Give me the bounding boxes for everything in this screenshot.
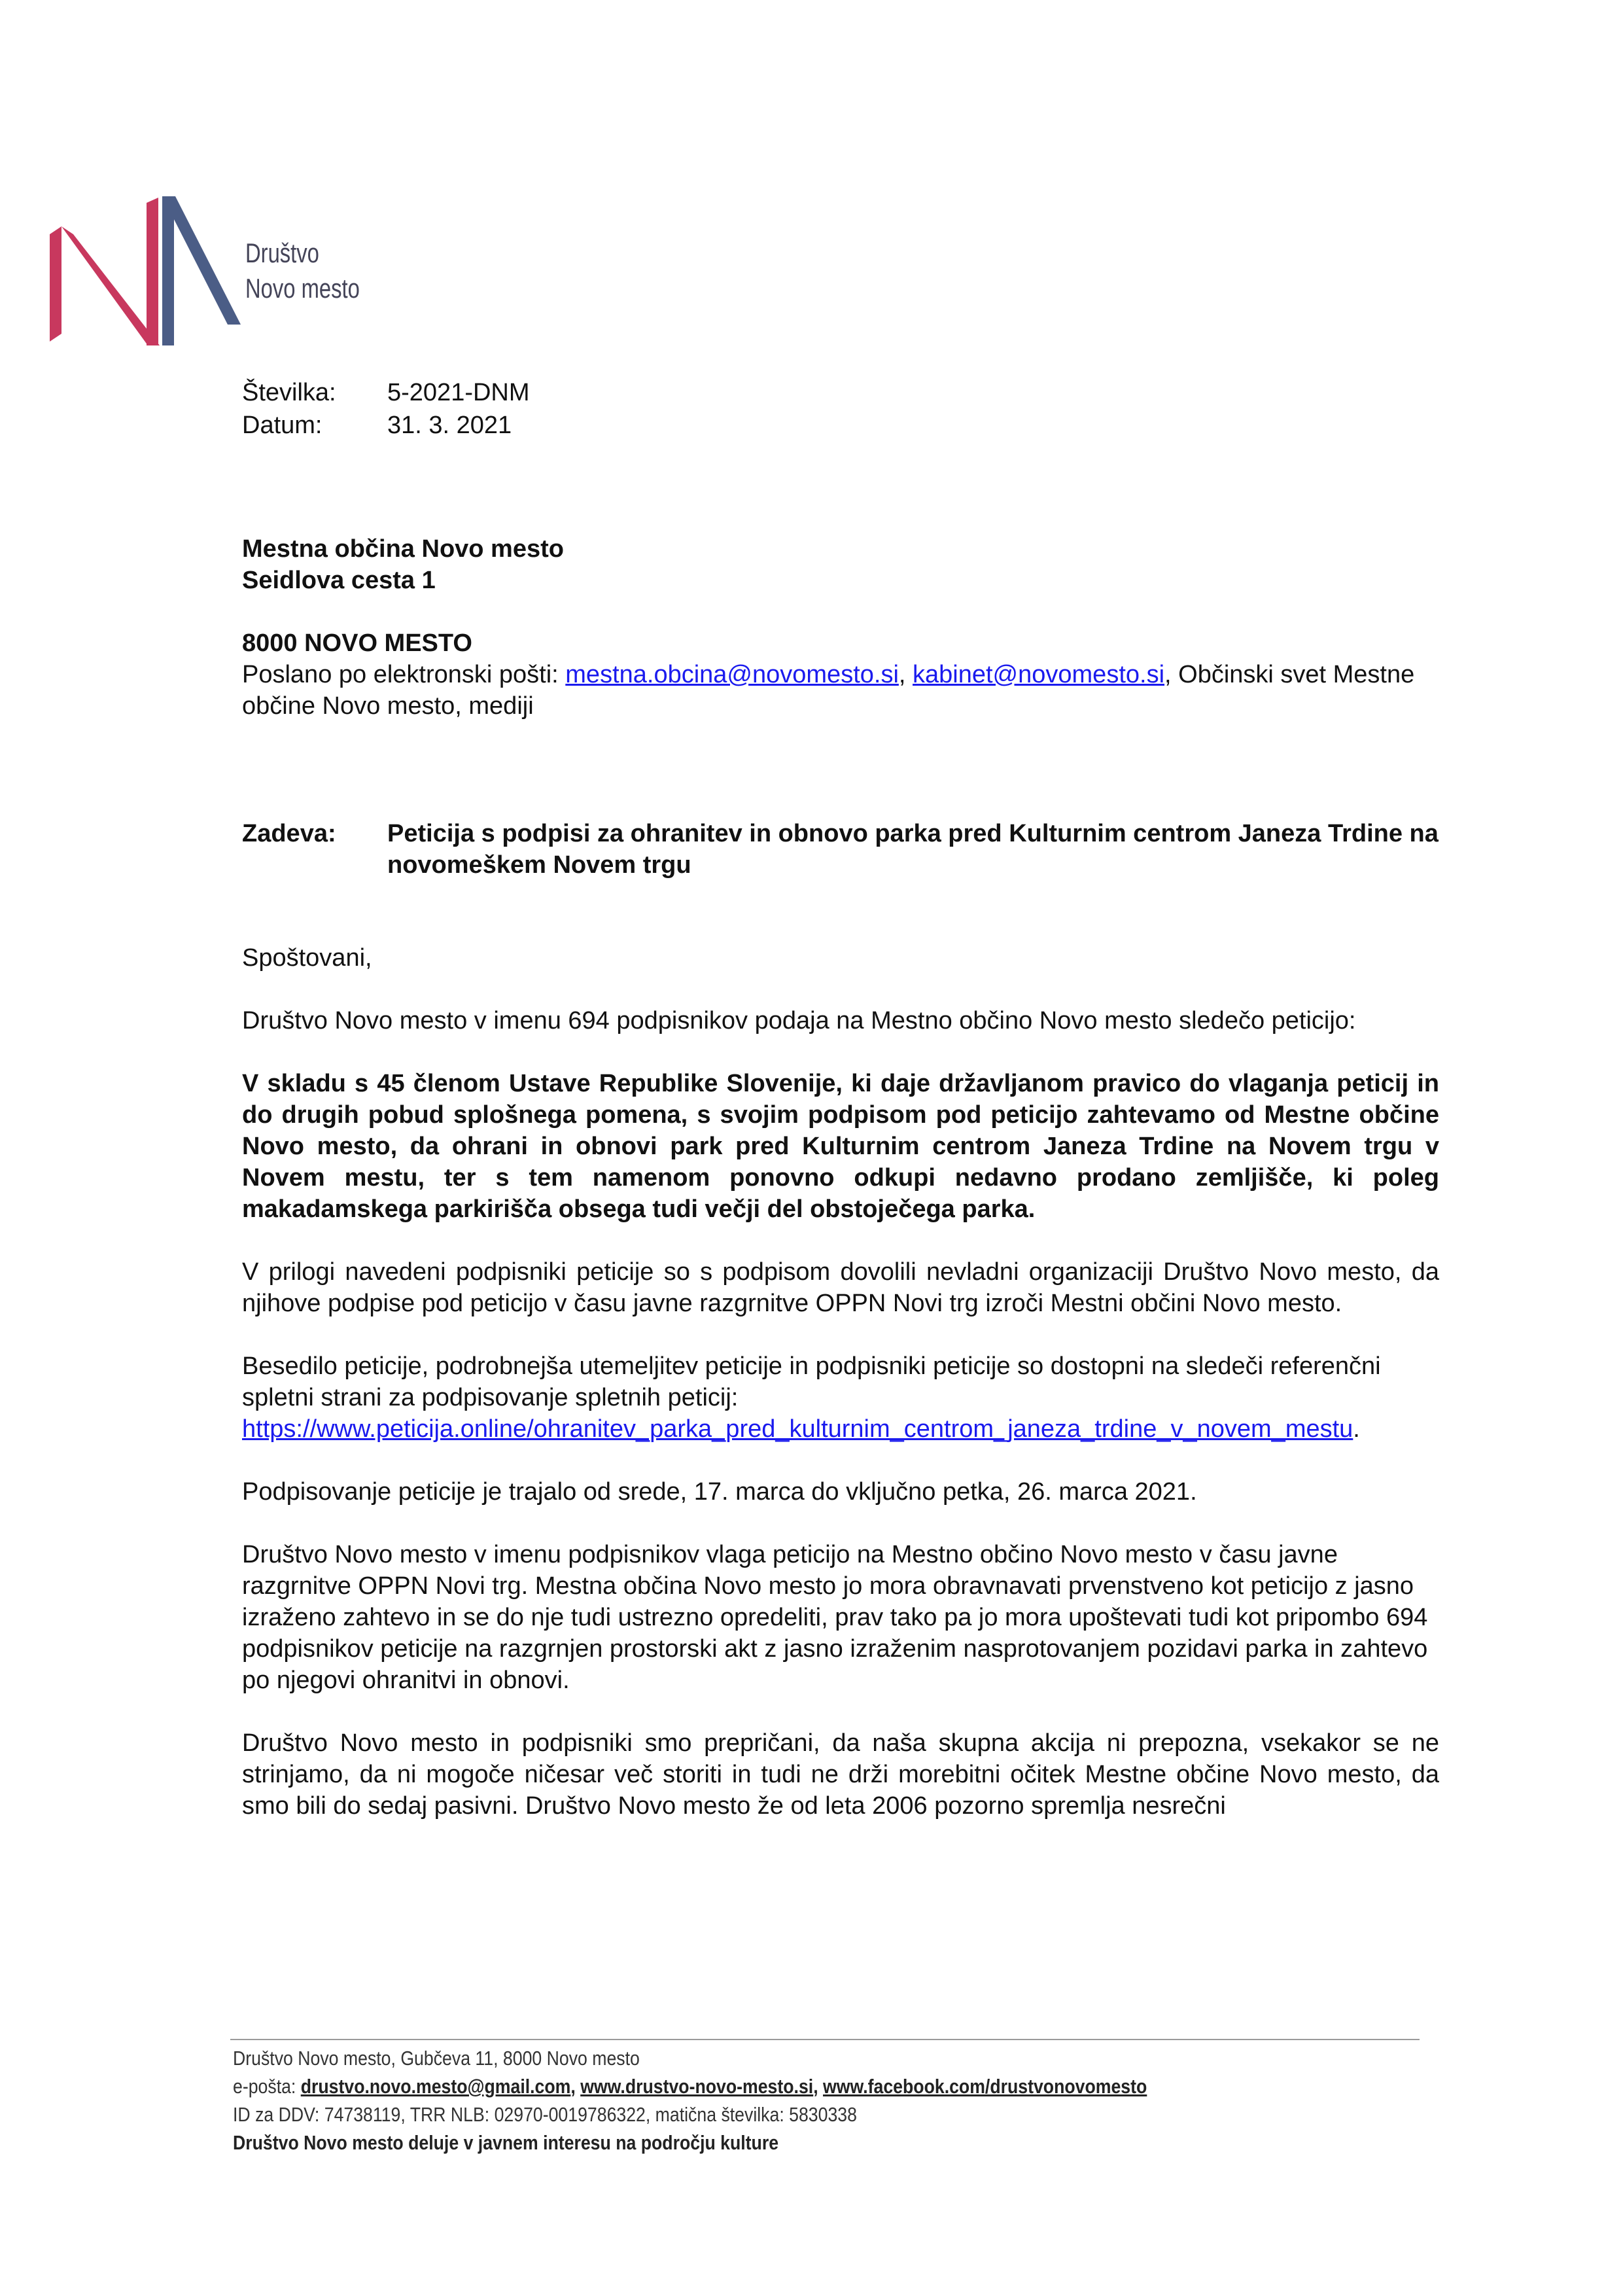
sent-prefix: Poslano po elektronski pošti: — [242, 661, 566, 688]
sent-by-email-line — [242, 659, 1439, 722]
email-separator: , — [898, 661, 913, 688]
paragraph-6: Društvo Novo mesto v imenu podpisnikov vlaga peticijo na Mestno občino Novo mesto v času javne razgrnitve OPPN Novi trg. Mestna občina Novo mesto jo mora obravnavati prvenstveno kot peticijo z jasno izraženo zahtevo in se do nje tudi ustrezno opredeliti, prav tako pa jo mora upoštevati tudi kot pripombo 694 podpisnikov peticije na razgrnjen prostorski akt z jasno izraženim nasprotovanjem pozidavi parka in zahtevo po njegovi ohranitvi in obnovi. — [242, 1541, 1428, 1694]
paragraph-4-text: Besedilo peticije, podrobnejša utemeljitev peticije in podpisniki peticije so dostopni na sledeči referenčni spletni strani za podpisovanje spletnih peticij: — [242, 1352, 1381, 1411]
footer-facebook-link[interactable]: www.facebook.com/drustvonovomesto — [823, 2075, 1147, 2098]
paragraph-4 — [242, 1351, 1439, 1445]
paragraph-7: Društvo Novo mesto in podpisniki smo prepričani, da naša skupna akcija ni prepozna, vsekakor se ne strinjamo, da ni mogoče ničesar več storiti in tudi ne drži morebitni očitek Mestne občine Novo mesto, da smo bili do sedaj pasivni. Društvo Novo mesto že od leta 2006 pozorno spremlja nesrečni — [242, 1729, 1439, 1820]
subject-text: Peticija s podpisi za ohranitev in obnovo parka pred Kulturnim centrom Janeza Trdine na novomeškem Novem trgu — [387, 820, 1439, 879]
recipient-block — [242, 533, 1439, 722]
recipient-city: 8000 NOVO MESTO — [242, 629, 472, 657]
logo-pink-shape — [50, 226, 61, 342]
footer-email-link[interactable]: drustvo.novo.mesto@gmail.com — [300, 2075, 571, 2098]
logo-blue-left — [162, 196, 174, 345]
footer-public-interest: Društvo Novo mesto deluje v javnem interesu na področju kulture — [233, 2131, 779, 2154]
footer — [233, 2044, 1476, 2157]
logo-pink-diagonal — [61, 226, 160, 345]
subject-label: Zadeva: — [242, 820, 336, 847]
footer-email-prefix: e-pošta: — [233, 2075, 301, 2098]
paragraph-4-end: . — [1353, 1415, 1360, 1443]
email-link-kabinet[interactable]: kabinet@novomesto.si — [913, 661, 1165, 688]
greeting: Spoštovani, — [242, 944, 372, 972]
number-label: Številka: — [242, 379, 336, 406]
footer-ids: ID za DDV: 74738119, TRR NLB: 02970-0019786322, matična številka: 5830338 — [233, 2103, 857, 2126]
recipient-street: Seidlova cesta 1 — [242, 567, 436, 594]
footer-divider — [230, 2039, 1420, 2040]
date-label: Datum: — [242, 412, 323, 439]
paragraph-3: V prilogi navedeni podpisniki peticije so s podpisom dovolili nevladni organizaciji Društvo Novo mesto, da njihove podpise pod peticijo v času javne razgrnitve OPPN Novi trg izroči Mestni občini Novo mesto. — [242, 1258, 1439, 1317]
logo-line-2: Novo mesto — [245, 273, 360, 304]
subject-line — [242, 818, 1439, 881]
paragraph-5: Podpisovanje peticije je trajalo od srede, 17. marca do vključno petka, 26. marca 2021. — [242, 1478, 1197, 1506]
footer-address: Društvo Novo mesto, Gubčeva 11, 8000 Novo mesto — [233, 2047, 640, 2070]
footer-contacts — [233, 2072, 1302, 2100]
petition-url-link[interactable]: https://www.peticija.online/ohranitev_parka_pred_kulturnim_centrom_janeza_trdine_v_novem_mestu — [242, 1415, 1353, 1443]
petition-text: V skladu s 45 členom Ustave Republike Slovenije, ki daje državljanom pravico do vlaganja peticij in do drugih pobud splošnega pomena, s svojim podpisom pod peticijo zahtevamo od Mestne občine Novo mesto, da ohrani in obnovi park pred Kulturnim centrom Janeza Trdine na Novem trgu v Novem mestu, ter s tem namenom ponovno odkupi nedavno prodano zemljišče, ki poleg makadamskega parkirišča obsega tudi večji del obstoječega parka. — [242, 1070, 1439, 1223]
logo-line-1: Društvo — [245, 238, 319, 268]
meta-number-row — [242, 376, 530, 409]
meta-date-row — [242, 409, 530, 442]
date-value: 31. 3. 2021 — [387, 412, 512, 439]
sent-suffix: , Občinski svet Mestne občine Novo mesto, mediji — [242, 661, 1415, 720]
logo-pink-upright — [147, 198, 158, 345]
number-value: 5-2021-DNM — [387, 379, 530, 406]
document-meta — [242, 376, 530, 442]
logo-wordmark — [245, 236, 360, 306]
na-logo-icon — [47, 196, 243, 347]
recipient-name: Mestna občina Novo mesto — [242, 535, 564, 563]
footer-website-link[interactable]: www.drustvo-novo-mesto.si — [580, 2075, 814, 2098]
footer-separator-1: , — [570, 2075, 581, 2098]
paragraph-1: Društvo Novo mesto v imenu 694 podpisnikov podaja na Mestno občino Novo mesto sledečo peticijo: — [242, 1007, 1356, 1034]
letter-body — [242, 942, 1439, 1853]
email-link-mestna-obcina[interactable]: mestna.obcina@novomesto.si — [565, 661, 899, 688]
footer-separator-2: , — [813, 2075, 824, 2098]
